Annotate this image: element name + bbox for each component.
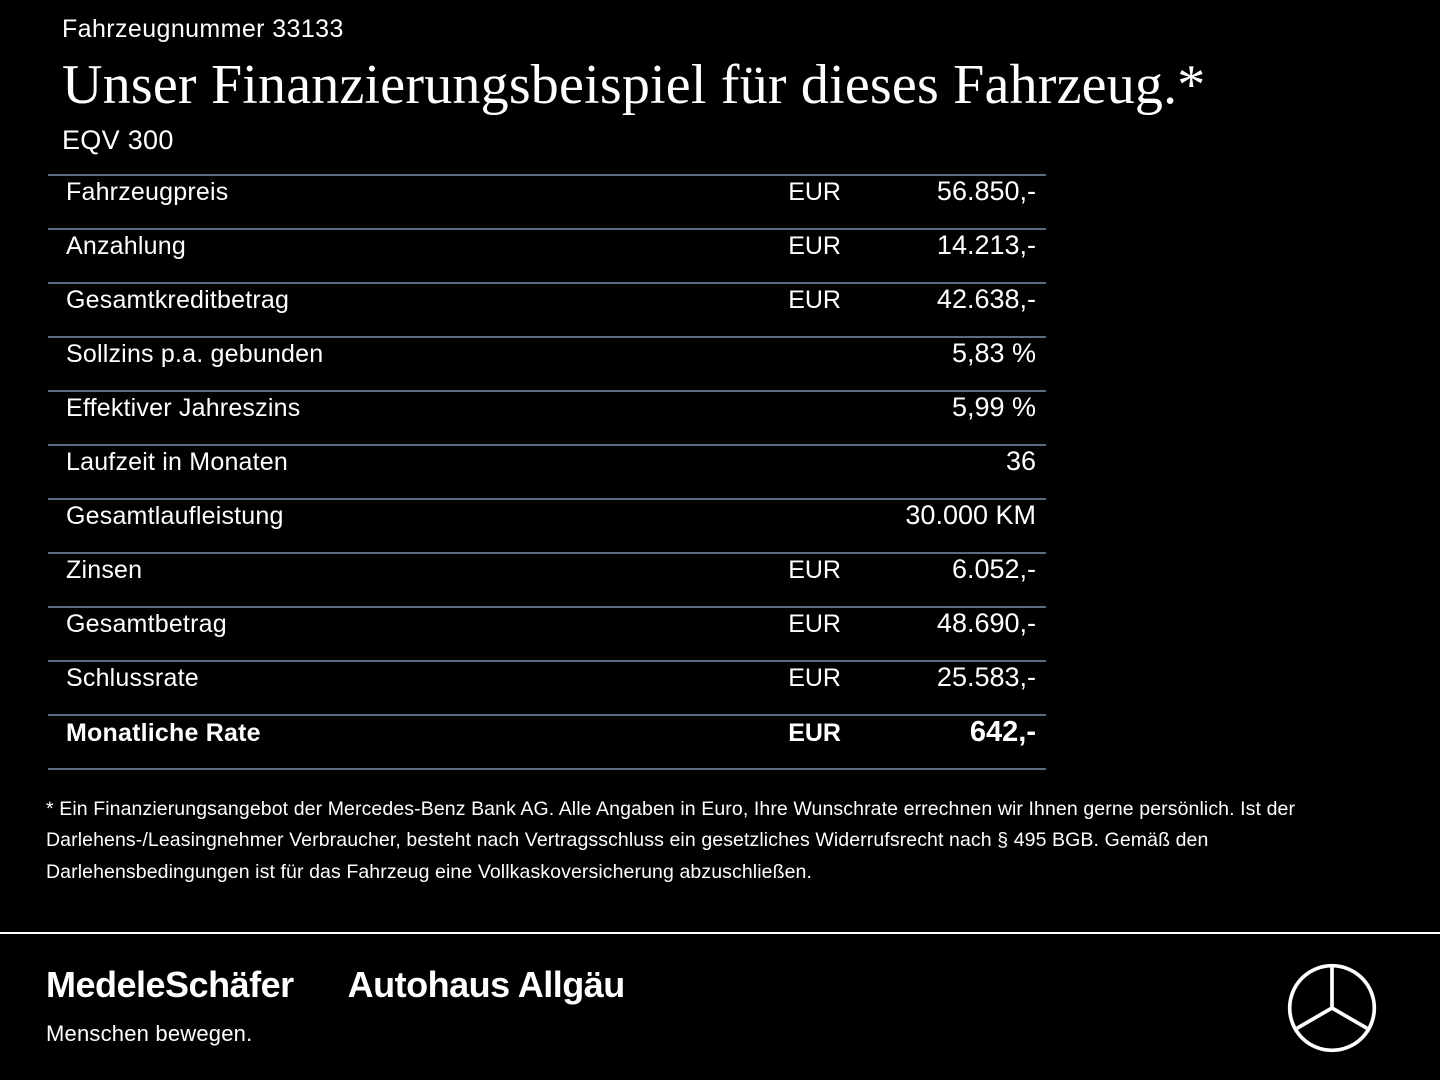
- row-currency: EUR: [788, 663, 841, 692]
- vehicle-model: EQV 300: [62, 124, 174, 155]
- row-value: 30.000 KM: [905, 499, 1036, 530]
- row-currency: EUR: [788, 285, 841, 314]
- row-value: 56.850,-: [936, 175, 1036, 206]
- row-currency: EUR: [788, 718, 841, 747]
- table-row: [48, 338, 1046, 392]
- row-currency: EUR: [788, 609, 841, 638]
- row-value: 25.583,-: [936, 661, 1036, 692]
- row-label: Effektiver Jahreszins: [66, 393, 301, 422]
- dealer-tagline: Menschen bewegen.: [46, 1021, 253, 1046]
- dealer-branding: [46, 964, 625, 1047]
- row-label: Gesamtkreditbetrag: [66, 285, 290, 314]
- table-row: [48, 176, 1046, 230]
- header: [0, 0, 1440, 156]
- row-label: Gesamtlaufleistung: [66, 501, 284, 530]
- mercedes-star-icon: [1286, 962, 1378, 1059]
- table-row: [48, 500, 1046, 554]
- page-title: Unser Finanzierungsbeispiel für dieses Fahrzeug.*: [62, 54, 1206, 116]
- table-row: [48, 662, 1046, 716]
- table-row-total: [48, 716, 1046, 770]
- row-label: Gesamtbetrag: [66, 609, 227, 638]
- footnote: * Ein Finanzierungsangebot der Mercedes-Benz Bank AG. Alle Angaben in Euro, Ihre Wunschrate errechnen wir Ihnen gerne persönlich. Ist der Darlehens-/Leasingnehmer Verbraucher, besteht nach Vertragsschluss ein gesetzliches Widerrufsrecht nach § 495 BGB. Gemäß den Darlehensbedingungen ist für das Fahrzeug eine Vollkaskoversicherung abzuschließen.: [46, 797, 1296, 883]
- row-value: 36: [1005, 445, 1036, 476]
- table-row: [48, 446, 1046, 500]
- row-label: Sollzins p.a. gebunden: [66, 339, 324, 368]
- row-value: 48.690,-: [936, 607, 1036, 638]
- row-value: 5,83 %: [951, 337, 1036, 368]
- dealer-name: MedeleSchäfer: [46, 964, 294, 1005]
- footer: [0, 934, 1440, 1080]
- row-value: 5,99 %: [951, 391, 1036, 422]
- table-row: [48, 554, 1046, 608]
- row-label: Monatliche Rate: [66, 718, 261, 747]
- vehicle-number: Fahrzeugnummer 33133: [62, 15, 344, 43]
- finance-table: [48, 174, 1046, 770]
- row-label: Fahrzeugpreis: [66, 177, 229, 206]
- row-value: 42.638,-: [936, 283, 1036, 314]
- row-label: Laufzeit in Monaten: [66, 447, 289, 476]
- table-row: [48, 284, 1046, 338]
- table-row: [48, 608, 1046, 662]
- table-row: [48, 392, 1046, 446]
- row-currency: EUR: [788, 231, 841, 260]
- row-value: 6.052,-: [951, 553, 1036, 584]
- row-label: Zinsen: [66, 555, 143, 584]
- row-value: 642,-: [969, 715, 1036, 748]
- table-row: [48, 230, 1046, 284]
- row-value: 14.213,-: [936, 229, 1036, 260]
- row-label: Anzahlung: [66, 231, 186, 260]
- dealer-second-name: Autohaus Allgäu: [347, 964, 625, 1005]
- row-currency: EUR: [788, 177, 841, 206]
- row-label: Schlussrate: [66, 663, 199, 692]
- row-currency: EUR: [788, 555, 841, 584]
